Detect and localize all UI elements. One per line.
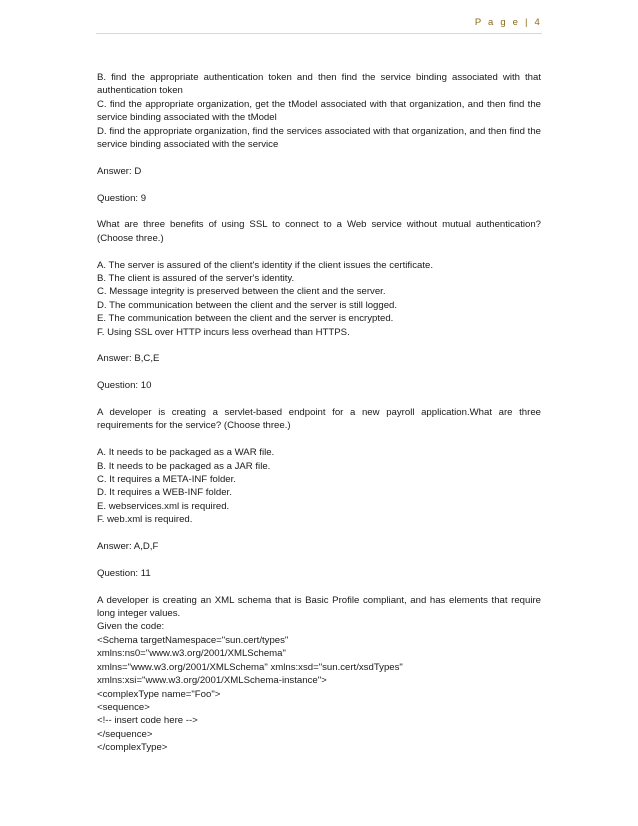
q10-option-d: D. It requires a WEB-INF folder. — [97, 487, 232, 499]
q9-option-a: A. The server is assured of the client's identity if the client issues the certificate. — [97, 259, 433, 271]
q10-title: Question: 10 — [97, 380, 152, 392]
q10-option-f: F. web.xml is required. — [97, 514, 193, 526]
q9-option-f: F. Using SSL over HTTP incurs less overhead than HTTPS. — [97, 326, 350, 338]
q9-title: Question: 9 — [97, 192, 147, 204]
page-content — [97, 71, 541, 755]
q10-option-c: C. It requires a META-INF folder. — [97, 474, 236, 486]
q11-code-line: </sequence> — [97, 728, 153, 740]
q8-option-b: B. find the appropriate authentication token and then find the service binding associated with that authentication token — [97, 72, 541, 97]
q10-option-a: A. It needs to be packaged as a WAR file. — [97, 447, 275, 459]
q11-code-line: xmlns:ns0="www.w3.org/2001/XMLSchema" — [97, 648, 286, 660]
q11-question-text: A developer is creating an XML schema that is Basic Profile compliant, and has elements that require long integer values. — [97, 594, 541, 620]
q11-code-line: <!-- insert code here --> — [97, 715, 198, 727]
q8-answer: Answer: D — [97, 165, 142, 177]
q10-question-text: A developer is creating a servlet-based endpoint for a new payroll application.What are three requirements for the service? (Choose three.) — [97, 407, 541, 432]
q9-option-b: B. The client is assured of the server's identity. — [97, 273, 295, 285]
q11-code-line: xmlns:xsi="www.w3.org/2001/XMLSchema-instance"> — [97, 675, 327, 687]
q11-code-line: <sequence> — [97, 701, 150, 713]
q10-answer: Answer: A,D,F — [97, 541, 159, 553]
q11-given-label: Given the code: — [97, 621, 165, 633]
q11-code-line: </complexType> — [97, 742, 168, 754]
q11-code-line: <complexType name="Foo"> — [97, 688, 221, 700]
q8-option-c: C. find the appropriate organization, get the tModel associated with that organization, and then find the service binding associated with the tModel — [97, 98, 541, 124]
q11-code-line: <Schema targetNamespace="sun.cert/types" — [97, 634, 289, 646]
page-number-header: P a g e | 4 — [474, 17, 542, 28]
q9-option-d: D. The communication between the client and the server is still logged. — [97, 299, 398, 311]
q9-answer: Answer: B,C,E — [97, 353, 160, 365]
q11-title: Question: 11 — [97, 567, 151, 579]
q9-question-text: What are three benefits of using SSL to connect to a Web service without mutual authentication?(Choose three.) — [97, 219, 541, 244]
q9-option-c: C. Message integrity is preserved between the client and the server. — [97, 286, 386, 298]
q8-option-d: D. find the appropriate organization, find the services associated with that organization, and then find the service binding associated with the service — [97, 125, 541, 151]
header-divider — [96, 33, 542, 34]
q11-code-line: xmlns="www.w3.org/2001/XMLSchema" xmlns:xsd="sun.cert/xsdTypes" — [97, 661, 403, 673]
q10-option-b: B. It needs to be packaged as a JAR file. — [97, 460, 271, 472]
q9-option-e: E. The communication between the client and the server is encrypted. — [97, 313, 394, 325]
q10-option-e: E. webservices.xml is required. — [97, 500, 230, 512]
